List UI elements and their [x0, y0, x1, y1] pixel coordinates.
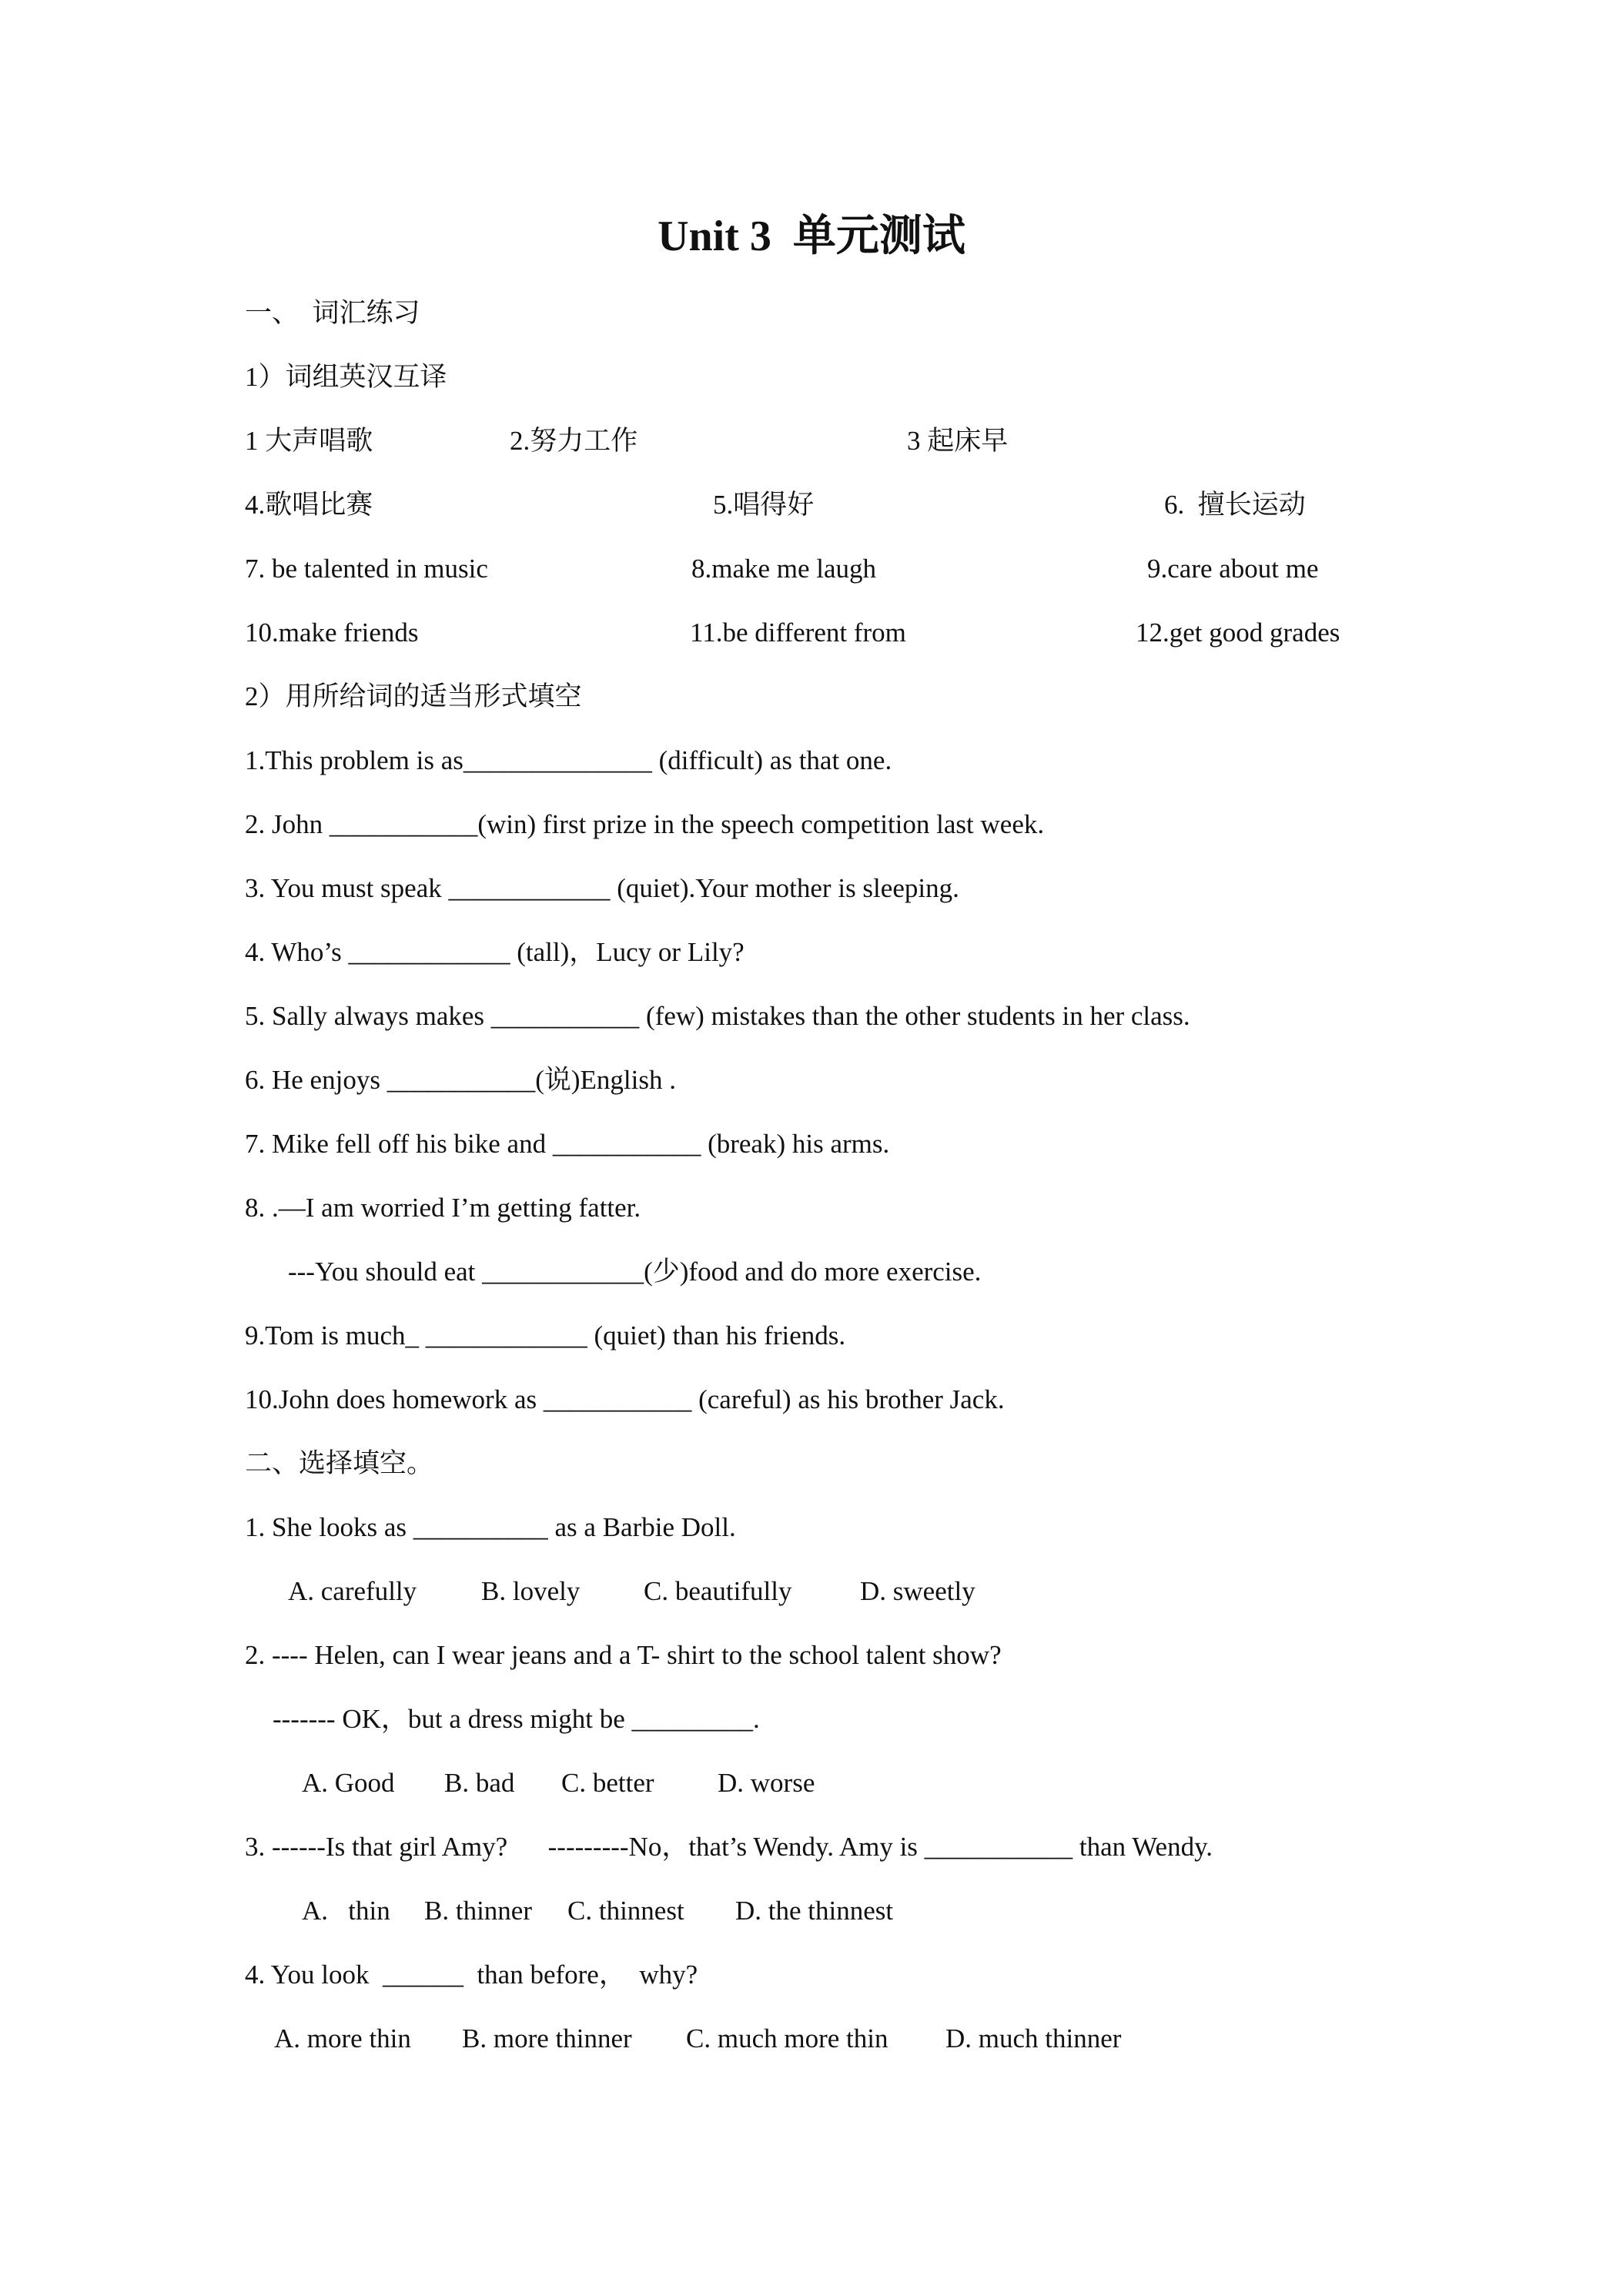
fill-in-question: 1.This problem is as______________ (difficult) as that one.	[245, 745, 892, 775]
choice-option: D. the thinnest	[735, 1896, 894, 1926]
fill-in-question: 10.John does homework as ___________ (careful) as his brother Jack.	[245, 1384, 1005, 1414]
phrase-item: 6. 擅长运动	[1164, 490, 1306, 520]
phrase-item: 9.care about me	[1147, 554, 1319, 584]
fill-in-question: 5. Sally always makes ___________ (few) mistakes than the other students in her class.	[245, 1001, 1190, 1031]
phrase-item: 1 大声唱歌	[245, 426, 373, 456]
section-heading-vocabulary: 一、 词汇练习	[245, 298, 420, 328]
phrase-item: 4.歌唱比赛	[245, 490, 373, 520]
choice-question-stem: 3. ------Is that girl Amy? ---------No，that’s Wendy. Amy is ___________ than Wendy.	[245, 1832, 1213, 1862]
choice-question-stem: 2. ---- Helen, can I wear jeans and a T- shirt to the school talent show?	[245, 1640, 1002, 1670]
fill-in-question: 6. He enjoys ___________(说)English .	[245, 1065, 676, 1095]
fill-in-question: 3. You must speak ____________ (quiet).Your mother is sleeping.	[245, 873, 959, 903]
choice-option: D. much thinner	[945, 2023, 1122, 2053]
choice-option: A. carefully	[288, 1576, 417, 1606]
choice-option: A. Good	[302, 1768, 395, 1798]
part-heading-fill-in: 2）用所给词的适当形式填空	[245, 681, 582, 711]
choice-option: C. thinnest	[567, 1896, 684, 1926]
phrase-item: 8.make me laugh	[691, 554, 877, 584]
section-heading-multiple-choice: 二、选择填空。	[245, 1448, 434, 1478]
choice-option: B. lovely	[481, 1576, 581, 1606]
choice-option: C. better	[561, 1768, 654, 1798]
phrase-item: 5.唱得好	[713, 490, 815, 520]
choice-question-stem-continuation: ------- OK，but a dress might be _________.	[273, 1704, 760, 1734]
part-heading-translate: 1）词组英汉互译	[245, 362, 447, 392]
phrase-item: 10.make friends	[245, 618, 419, 648]
choice-option: C. much more thin	[686, 2023, 888, 2053]
choice-option: B. thinner	[424, 1896, 532, 1926]
choice-option: B. bad	[444, 1768, 515, 1798]
phrase-item: 11.be different from	[690, 618, 906, 648]
fill-in-question: 8. .—I am worried I’m getting fatter.	[245, 1193, 641, 1223]
phrase-item: 12.get good grades	[1136, 618, 1340, 648]
fill-in-question: 7. Mike fell off his bike and ___________ (break) his arms.	[245, 1129, 890, 1159]
choice-option: C. beautifully	[644, 1576, 792, 1606]
choice-question-stem: 4. You look ______ than before， why?	[245, 1960, 698, 1990]
fill-in-question: 4. Who’s ____________ (tall)，Lucy or Lily?	[245, 937, 745, 967]
fill-in-question-continuation: ---You should eat ____________(少)food and do more exercise.	[288, 1257, 982, 1287]
fill-in-question: 2. John ___________(win) first prize in the speech competition last week.	[245, 809, 1045, 839]
choice-option: A. thin	[302, 1896, 390, 1926]
choice-option: B. more thinner	[462, 2023, 632, 2053]
choice-question-stem: 1. She looks as __________ as a Barbie Doll.	[245, 1512, 736, 1542]
choice-option: D. sweetly	[860, 1576, 975, 1606]
phrase-item: 7. be talented in music	[245, 554, 488, 584]
phrase-item: 2.努力工作	[510, 426, 638, 456]
phrase-item: 3 起床早	[907, 426, 1009, 456]
choice-option: A. more thin	[274, 2023, 411, 2053]
page-title: Unit 3 单元测试	[658, 213, 965, 260]
choice-option: D. worse	[718, 1768, 815, 1798]
fill-in-question: 9.Tom is much_ ____________ (quiet) than his friends.	[245, 1320, 846, 1350]
